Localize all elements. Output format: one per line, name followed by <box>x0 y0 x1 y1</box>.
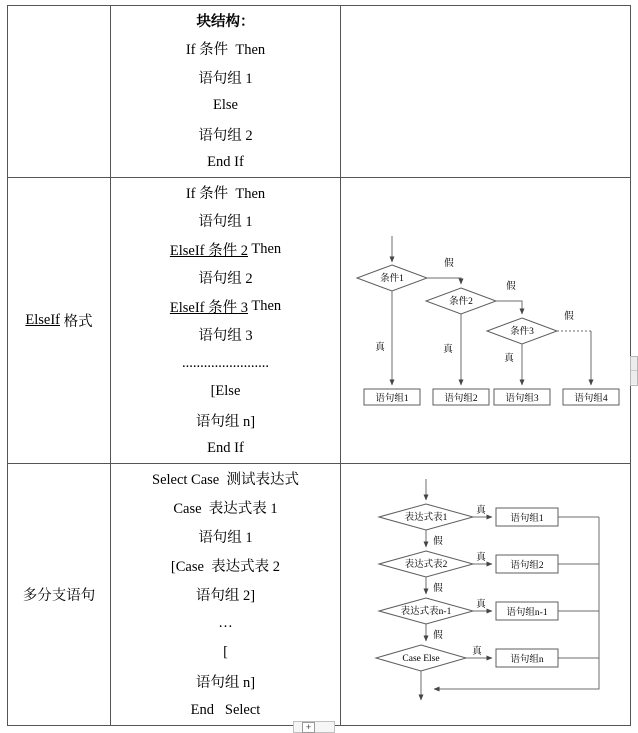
row-label-rest: 格式 <box>60 314 93 330</box>
process-box-label: 语句组n <box>510 655 544 665</box>
false-label: 假 <box>433 584 443 594</box>
code-line: 语句组 n] <box>195 675 256 691</box>
process-box-label: 语句组2 <box>444 394 478 404</box>
code-line-underlined: ElseIf 条件 3 <box>169 299 248 316</box>
scrollbar-button-bottom[interactable] <box>631 371 637 384</box>
code-line: 语句组 1 <box>198 530 253 546</box>
code-line: 语句组 3 <box>198 328 253 345</box>
false-branch-2 <box>496 301 522 314</box>
code-line: [Case 表达式表 2 <box>170 559 281 575</box>
flowchart-select-case <box>341 464 630 725</box>
row1-label-cell <box>8 6 111 178</box>
false-label: 假 <box>506 282 516 292</box>
true-label: 真 <box>476 600 486 610</box>
code-line: End If <box>207 154 244 171</box>
true-label: 真 <box>472 647 482 657</box>
code-line: 语句组 n] <box>195 413 256 430</box>
decision-label: 表达式表1 <box>404 513 448 523</box>
code-line: 块结构： <box>196 13 255 30</box>
code-line: 语句组 2] <box>195 588 256 604</box>
false-label: 假 <box>444 259 454 269</box>
code-line: … <box>218 615 233 631</box>
code-line: 语句组 2 <box>198 271 253 288</box>
code-line <box>111 292 340 321</box>
false-label: 假 <box>564 312 574 322</box>
true-label: 真 <box>375 343 385 353</box>
add-button[interactable]: + <box>302 722 315 733</box>
code-line: Select Case 测试表达式 <box>152 472 299 488</box>
code-line: 语句组 2 <box>198 127 253 144</box>
decision-label: 表达式表2 <box>404 560 448 570</box>
true-label: 真 <box>476 553 486 563</box>
decision-label: Case Else <box>402 654 440 664</box>
scrollbar-fragment[interactable] <box>630 356 638 386</box>
code-line: End If <box>207 440 244 457</box>
row1-code-cell <box>111 6 341 178</box>
code-line: End Select <box>190 702 261 718</box>
false-label: 假 <box>433 631 443 641</box>
horizontal-scroll-fragment[interactable] <box>293 721 335 733</box>
process-box-label: 语句组1 <box>510 514 544 524</box>
row3-label-cell <box>8 464 111 725</box>
row3-flow-cell <box>341 464 630 725</box>
flowchart-elseif <box>341 178 630 463</box>
code-line: If 条件 Then <box>185 42 266 59</box>
code-line: If 条件 Then <box>185 185 266 202</box>
row2-label-cell <box>8 178 111 464</box>
true-label: 真 <box>504 354 514 364</box>
collector-line <box>558 517 599 658</box>
code-line: 语句组 1 <box>198 214 253 231</box>
code-line-rest: Then <box>247 297 282 314</box>
process-box-label: 语句组n-1 <box>506 608 548 618</box>
false-label: 假 <box>433 537 443 547</box>
code-line: Else <box>213 97 238 114</box>
row-label-underlined: ElseIf <box>25 312 60 328</box>
false-branch-1 <box>427 278 461 284</box>
statements-table <box>7 5 631 726</box>
code-line-rest: Then <box>247 240 282 257</box>
code-line-underlined: ElseIf 条件 2 <box>169 242 248 259</box>
row2-flow-cell <box>341 178 630 464</box>
row-label: 多分支语句 <box>22 588 96 604</box>
process-box-label: 语句组4 <box>574 394 608 404</box>
code-line: Case 表达式表 1 <box>173 501 278 517</box>
code-line: ........................ <box>182 354 269 371</box>
decision-label: 条件1 <box>380 274 404 284</box>
code-line <box>111 235 340 264</box>
decision-label: 条件3 <box>510 327 534 337</box>
decision-label: 条件2 <box>449 297 473 307</box>
code-line: 语句组 1 <box>198 70 253 87</box>
true-label: 真 <box>476 506 486 516</box>
process-box-label: 语句组1 <box>375 394 409 404</box>
row1-flow-cell <box>341 6 630 178</box>
row2-code-cell <box>111 178 341 464</box>
scrollbar-button-top[interactable] <box>631 357 637 371</box>
process-box-label: 语句组3 <box>505 394 539 404</box>
code-line: [ <box>223 644 228 660</box>
code-line: [Else <box>210 383 241 400</box>
decision-label: 表达式表n-1 <box>400 607 452 617</box>
process-box-label: 语句组2 <box>510 561 544 571</box>
row3-code-cell <box>111 464 341 725</box>
true-label: 真 <box>443 345 453 355</box>
